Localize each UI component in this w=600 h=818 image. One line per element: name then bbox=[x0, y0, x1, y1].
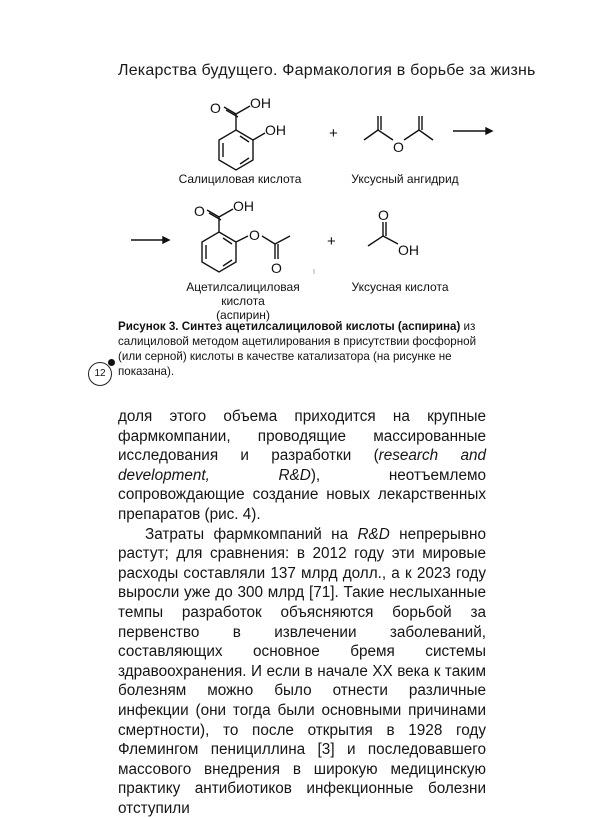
acetic-acid-structure bbox=[368, 207, 419, 258]
atom-o: O bbox=[249, 227, 260, 243]
label-acetic-acid: Уксусная кислота bbox=[351, 280, 449, 294]
label-acetic-anhydride: Уксусный ангидрид bbox=[351, 172, 459, 186]
caption-title: Рисунок 3. Синтез ацетилсалициловой кислоты (аспирина) bbox=[118, 320, 461, 333]
body-text bbox=[118, 407, 486, 818]
paragraph bbox=[118, 407, 486, 525]
text-run: доля этого объема приходится на крупные фармкомпании, проводящие массированные исследования и разработки ( bbox=[118, 408, 486, 465]
atom-oh: OH bbox=[250, 95, 271, 111]
text-run-italic: research and development, R&D bbox=[118, 447, 486, 484]
plus-sign: + bbox=[327, 233, 336, 250]
atom-o: O bbox=[393, 139, 404, 155]
text-run-italic: R&D bbox=[357, 525, 390, 543]
paragraph bbox=[118, 525, 486, 818]
atom-oh: OH bbox=[398, 242, 419, 258]
page-number-dot bbox=[108, 359, 115, 366]
reaction-arrow bbox=[131, 237, 169, 243]
caption-text: из салициловой методом ацетилирования в присутствии фосфорной (или серной) кислоты в качестве катализатора (на рисунке не показана). bbox=[118, 320, 477, 378]
acetic-anhydride-structure bbox=[364, 116, 433, 155]
atom-o: O bbox=[271, 260, 282, 276]
atom-o: O bbox=[194, 203, 205, 219]
atom-oh: OH bbox=[265, 122, 286, 138]
reaction-arrow bbox=[453, 128, 492, 134]
label-aspirin bbox=[163, 280, 323, 322]
reaction-scheme bbox=[0, 0, 600, 300]
atom-oh: OH bbox=[233, 198, 254, 214]
running-head: Лекарства будущего. Фармакология в борьбе за жизнь bbox=[118, 62, 536, 79]
plus-sign: + bbox=[329, 125, 338, 142]
label-salicylic-acid: Салициловая кислота bbox=[178, 172, 302, 186]
figure-caption bbox=[118, 319, 486, 379]
page-number: 12 bbox=[88, 362, 112, 386]
text-run: непрерывно растут; для сравнения: в 2012 году эти мировые расходы составляли 137 млрд долл., а к 2023 году выросли уже до 300 млрд [71]. Такие неслыханные темпы разработок объясняются борьбой за первенство в извлечении заболеваний, составляющих основное бремя системы здравоохранения. И если в начале XX века к таким болезням можно было отнести различные инфекции (они тогда были основными причинами смертности), то после открытия в 1928 году Флемингом пенициллина [3] и последовавшего массового внедрения в широкую медицинскую практику антибиотиков инфекционные болезни отступили bbox=[118, 525, 487, 817]
text-run: Затраты фармкомпаний на bbox=[145, 525, 358, 543]
atom-o: O bbox=[378, 207, 389, 223]
salicylic-acid-structure bbox=[210, 95, 286, 170]
label-aspirin-line2: (аспирин) bbox=[216, 308, 270, 322]
label-aspirin-line1: Ацетилсалициловая кислота bbox=[186, 280, 300, 308]
text-run: ), неотъемлемо сопровождающие создание новых лекарственных препаратов (рис. 4). bbox=[118, 466, 486, 523]
stray-mark: ι bbox=[313, 266, 315, 276]
aspirin-structure bbox=[194, 198, 290, 276]
atom-o: O bbox=[210, 100, 221, 116]
